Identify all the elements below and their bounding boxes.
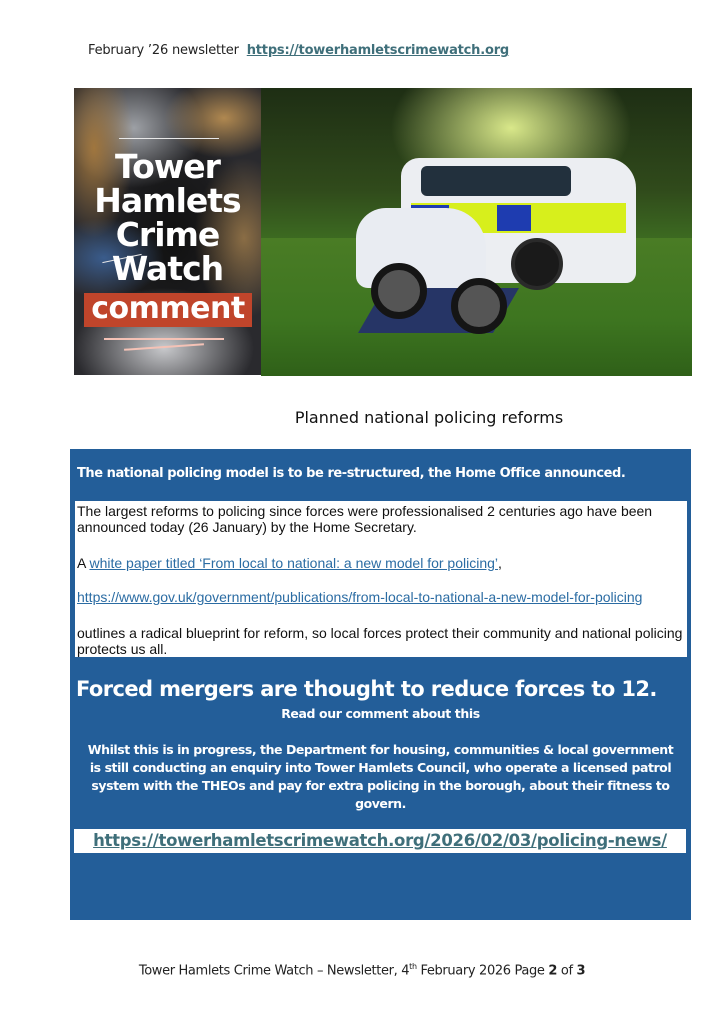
logo-line: Crime <box>115 215 220 254</box>
footer-text: February 2026 Page <box>416 963 549 979</box>
footer-text: of <box>557 963 577 979</box>
logo-title <box>74 147 261 288</box>
paragraph-text: , <box>498 555 502 571</box>
crime-watch-comment-logo <box>74 88 261 375</box>
white-paper-link[interactable]: white paper titled ‘From local to national: a new model for policing’ <box>89 555 499 571</box>
paragraph-blueprint: outlines a radical blueprint for reform, so local forces protect their community and national policing protects us all. <box>77 625 683 657</box>
article-box <box>70 449 691 920</box>
policing-news-link[interactable]: https://towerhamletscrimewatch.org/2026/02/03/policing-news/ <box>93 831 667 850</box>
article-body <box>75 501 687 657</box>
site-link[interactable]: https://towerhamletscrimewatch.org <box>246 43 510 58</box>
logo-line: Watch <box>111 249 224 288</box>
paragraph-reforms: The largest reforms to policing since forces were professionalised 2 centuries ago have been announced today (26 January) by the Home Secretary. <box>77 503 653 535</box>
car-wheel <box>511 238 563 290</box>
decorative-line <box>104 338 224 340</box>
police-vehicles-photo <box>261 88 692 376</box>
paragraph-white-paper <box>75 555 504 571</box>
car-window <box>421 166 571 196</box>
mergers-headline: Forced mergers are thought to reduce forces to 12. <box>76 677 657 701</box>
article-intro: The national policing model is to be re-structured, the Home Office announced. <box>77 466 626 481</box>
read-comment-label: Read our comment about this <box>281 706 480 721</box>
footer-text: Tower Hamlets Crime Watch – Newsletter, 4 <box>138 963 410 979</box>
bike-wheel <box>451 278 507 334</box>
car-livery-blue <box>497 205 531 231</box>
comment-link-box <box>74 829 686 853</box>
footer-ordinal: th <box>409 962 417 971</box>
page-header <box>88 43 509 58</box>
newsletter-label: February ’26 newsletter <box>88 43 239 58</box>
enquiry-paragraph: Whilst this is in progress, the Department for housing, communities & local government is still conducting an enquiry into Tower Hamlets Council, who operate a licensed patrol system with the THEOs and pay for extra policing in the borough, about their fitness to govern. <box>87 742 674 811</box>
gov-uk-link[interactable]: https://www.gov.uk/government/publications/from-local-to-national-a-new-model-for-policing <box>77 589 643 605</box>
page-total: 3 <box>576 963 586 979</box>
page-footer <box>0 962 724 978</box>
decorative-line <box>119 138 219 139</box>
logo-line: Hamlets <box>94 181 241 220</box>
paragraph-text: A <box>77 555 90 571</box>
article-title: Planned national policing reforms <box>294 408 564 427</box>
logo-comment-word: comment <box>84 293 252 327</box>
bike-wheel <box>371 263 427 319</box>
page-current: 2 <box>548 963 558 979</box>
paragraph-gov-link <box>75 589 644 605</box>
decorative-line <box>124 343 204 351</box>
logo-line: Tower <box>115 147 220 186</box>
